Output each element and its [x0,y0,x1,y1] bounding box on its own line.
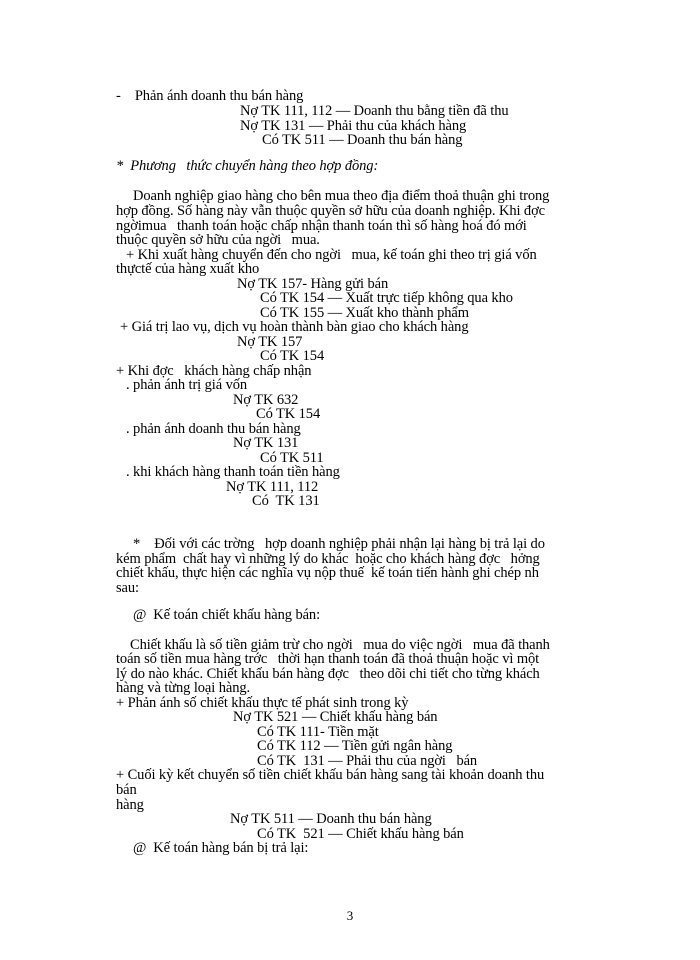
text-line: thựctế của hàng xuất kho [116,261,260,277]
text-line: hàng và từng loại hàng. [116,680,251,696]
text-line: kém phẩm chất hay vì những lý do khác hoặc cho khách hàng đợc hởng [116,551,540,567]
page-number: 3 [346,908,354,923]
text-line: - Phản ánh doanh thu bán hàng [116,88,304,104]
text-line: . phản ánh doanh thu bán hàng [126,421,301,437]
text-line: hợp đồng. Số hàng này vẫn thuộc quyền sở hữu của doanh nghiệp. Khi đợc [116,203,545,219]
text-line: + Giá trị lao vụ, dịch vụ hoàn thành bàn giao cho khách hàng [120,319,469,335]
text-line: Có TK 111- Tiền mặt [257,724,379,740]
text-line: + Khi xuất hàng chuyển đến cho ngời mua, kế toán ghi theo trị giá vốn [126,247,537,263]
text-line: Có TK 154 [256,406,321,422]
text-line: ngờimua thanh toán hoặc chấp nhận thanh toán thì số hàng hoá đó mới [116,218,527,234]
text-line: Nợ TK 511 — Doanh thu bán hàng [230,811,432,827]
text-line: thuộc quyền sở hữu của ngời mua. [116,232,320,248]
text-line: + Cuối kỳ kết chuyển số tiền chiết khấu bán hàng sang tài khoản doanh thu [116,767,545,783]
text-line: hàng [116,797,144,813]
text-line: Có TK 131 [252,493,320,509]
text-line: Có TK 155 — Xuất kho thành phẩm [260,305,469,321]
text-line: Nợ TK 111, 112 [226,479,319,495]
text-line: lý do nào khác. Chiết khấu bán hàng đợc theo dõi chi tiết cho từng khách [116,666,540,682]
text-line: + Khi đợc khách hàng chấp nhận [116,363,312,379]
text-line: Có TK 511 — Doanh thu bán hàng [262,132,463,148]
text-line: Có TK 154 [260,348,325,364]
text-line: Nợ TK 131 — Phải thu của khách hàng [240,118,467,134]
text-line: Nợ TK 521 — Chiết khấu hàng bán [233,709,438,725]
section-heading: * Phương thức chuyển hàng theo hợp đồng: [116,158,379,174]
text-line: Doanh nghiệp giao hàng cho bên mua theo địa điểm thoả thuận ghi trong [133,188,550,204]
text-line: Có TK 131 — Phải thu của ngời bán [257,753,478,769]
text-line: Có TK 511 [260,450,324,466]
text-line: bán [116,782,137,798]
text-line: Nợ TK 632 [233,392,299,408]
text-line: * Đối với các trờng hợp doanh nghiệp phải nhận lại hàng bị trả lại do [133,536,545,552]
text-line: Nợ TK 131 [233,435,299,451]
text-line: Có TK 112 — Tiền gửi ngân hàng [257,738,453,754]
text-line: Nợ TK 111, 112 — Doanh thu bằng tiền đã thu [240,103,509,119]
text-line: Nợ TK 157 [237,334,303,350]
section-heading: @ Kế toán chiết khấu hàng bán: [133,607,321,623]
text-line: Có TK 521 — Chiết khấu hàng bán [257,826,464,842]
text-line: . phản ánh trị giá vốn [126,377,248,393]
section-heading: @ Kế toán hàng bán bị trả lại: [133,840,309,856]
text-line: Có TK 154 — Xuất trực tiếp không qua kho [260,290,513,306]
text-line: + Phản ánh số chiết khấu thực tế phát sinh trong kỳ [116,695,409,711]
text-line: chiết khấu, thực hiện các nghĩa vụ nộp thuế kế toán tiến hành ghi chép nh [116,565,539,581]
text-line: sau: [116,580,139,596]
text-line: toán số tiền mua hàng trớc thời hạn thanh toán đã thoả thuận hoặc vì một [116,651,540,667]
text-line: Nợ TK 157- Hàng gửi bán [237,276,389,292]
text-line: . khi khách hàng thanh toán tiền hàng [126,464,340,480]
text-line: Chiết khấu là số tiền giảm trừ cho ngời mua do việc ngời mua đã thanh [130,637,550,653]
